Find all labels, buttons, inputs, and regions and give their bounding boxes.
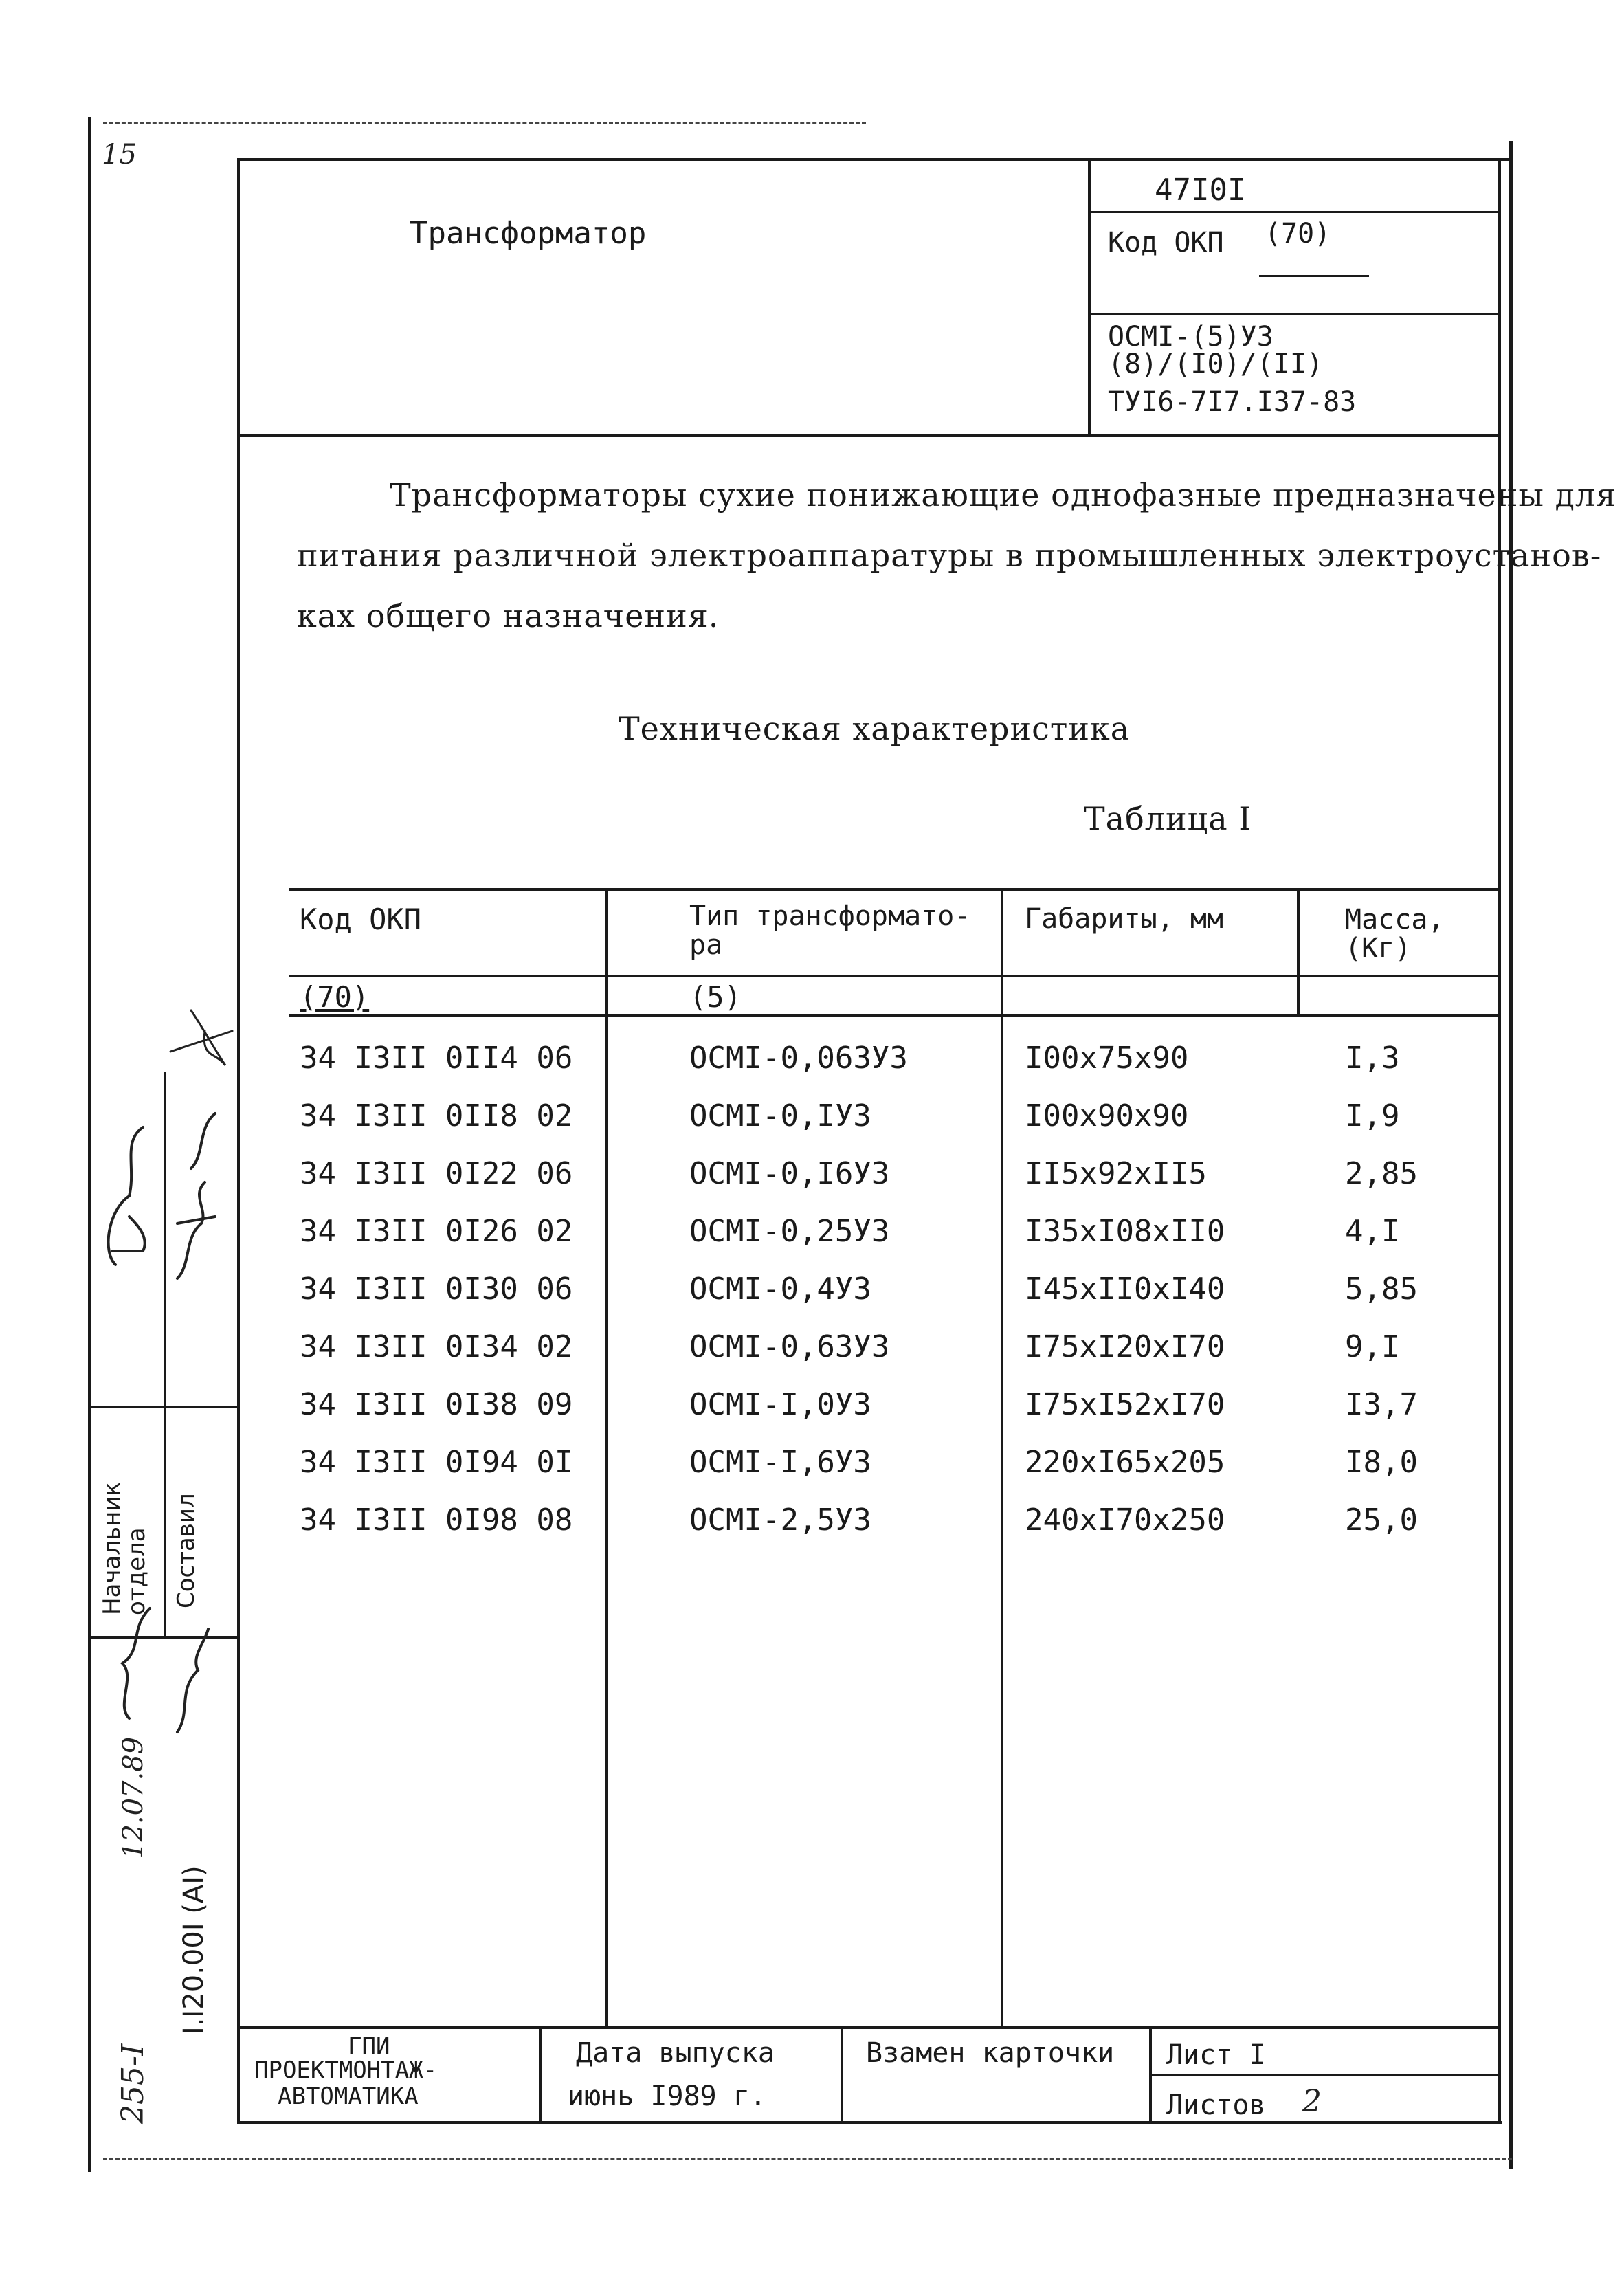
- table-cell-mass: I,3: [1345, 1041, 1400, 1076]
- bottom-dashed-line: [103, 2158, 1512, 2160]
- table-cell-type: ОСМI-0,I6У3: [689, 1156, 890, 1191]
- product-name: Трансформатор: [410, 216, 647, 251]
- okp-cell-border: [1088, 313, 1501, 315]
- footer-sheets-label: Листов: [1166, 2089, 1266, 2121]
- card-top-border: [237, 158, 1509, 161]
- okp-underline: [1259, 275, 1369, 277]
- table-cell-type: ОСМI-0,063У3: [689, 1041, 908, 1076]
- corner-mark: 15: [102, 139, 137, 170]
- signature-head: [109, 1127, 145, 1265]
- header-bottom-border: [237, 434, 1501, 437]
- stamp-doc-number: 255-I: [115, 2043, 151, 2124]
- footer-release-label: Дата выпуска: [576, 2037, 775, 2069]
- footer-release-date: июнь I989 г.: [568, 2081, 766, 2112]
- header-mass: Масса, (Кг): [1345, 904, 1445, 964]
- footer-org-line-2: ПРОЕКТМОНТАЖ-: [254, 2056, 438, 2084]
- table-cell-code: 34 I3II 0II4 06: [300, 1041, 573, 1076]
- description-line-3: ках общего назначения.: [297, 597, 720, 634]
- code-number: 47I0I: [1155, 173, 1246, 208]
- table-cell-mass: I,9: [1345, 1098, 1400, 1133]
- description-line-2: питания различной электроаппаратуры в промышленных электроустанов-: [297, 537, 1602, 574]
- table-cell-dimensions: I45xII0xI40: [1025, 1272, 1225, 1307]
- okp-value: (70): [1265, 218, 1331, 250]
- table-cell-mass: 25,0: [1345, 1503, 1418, 1538]
- top-dashed-line: [103, 122, 866, 124]
- col-divider-3: [1297, 888, 1300, 1017]
- table-cell-code: 34 I3II 0II8 02: [300, 1098, 573, 1133]
- table-cell-dimensions: I75xI20xI70: [1025, 1329, 1225, 1364]
- okp-label: Код ОКП: [1108, 227, 1224, 258]
- subheader-transformer-type: (5): [689, 980, 742, 1014]
- table-cell-dimensions: I00x75x90: [1025, 1041, 1189, 1076]
- table-cell-mass: 4,I: [1345, 1214, 1400, 1249]
- header-okp-code: Код ОКП: [300, 902, 422, 936]
- table-cell-type: ОСМI-2,5У3: [689, 1503, 871, 1538]
- signature-marks: [88, 990, 246, 2089]
- table-cell-dimensions: 220xI65x205: [1025, 1445, 1225, 1480]
- table-cell-mass: 5,85: [1345, 1272, 1418, 1307]
- footer-sheet-divider: [1149, 2074, 1501, 2076]
- header-dimensions: Габариты, мм: [1025, 903, 1223, 935]
- right-margin-line: [1509, 141, 1513, 2169]
- footer-divider-2: [841, 2026, 843, 2122]
- table-top-border: [289, 888, 1500, 891]
- table-cell-type: ОСМI-0,4У3: [689, 1272, 871, 1307]
- table-cell-code: 34 I3II 0I30 06: [300, 1272, 573, 1307]
- footer-top-border: [237, 2026, 1501, 2029]
- footer-sheets-value: 2: [1302, 2084, 1322, 2119]
- table-label: Таблица I: [1084, 800, 1252, 837]
- table-cell-mass: 9,I: [1345, 1329, 1400, 1364]
- header-transformer-type: Тип трансформато- ра: [689, 900, 971, 961]
- table-cell-mass: I3,7: [1345, 1387, 1418, 1422]
- table-cell-dimensions: I35xI08xII0: [1025, 1214, 1225, 1249]
- table-cell-mass: I8,0: [1345, 1445, 1418, 1480]
- description-line-1: Трансформаторы сухие понижающие однофазные предназначены для: [390, 476, 1617, 513]
- table-cell-type: ОСМI-0,25У3: [689, 1214, 890, 1249]
- table-cell-mass: 2,85: [1345, 1156, 1418, 1191]
- type-designation-line-1: ОСМI-(5)У3: [1108, 321, 1273, 353]
- signature-corner: [170, 1010, 232, 1065]
- table-cell-code: 34 I3II 0I94 0I: [300, 1445, 573, 1480]
- signature-author: [177, 1113, 215, 1278]
- table-cell-type: ОСМI-0,IУ3: [689, 1098, 871, 1133]
- table-cell-type: ОСМI-I,0У3: [689, 1387, 871, 1422]
- table-cell-code: 34 I3II 0I98 08: [300, 1503, 573, 1538]
- stamp-date-note: 12.07.89: [118, 1736, 149, 1859]
- signature-date: [122, 1608, 208, 1732]
- table-cell-dimensions: I00x90x90: [1025, 1098, 1189, 1133]
- table-cell-code: 34 I3II 0I22 06: [300, 1156, 573, 1191]
- stamp-doc-code: I.I20.00I (АI): [178, 1865, 210, 2034]
- table-cell-code: 34 I3II 0I34 02: [300, 1329, 573, 1364]
- col-divider-2: [1001, 888, 1003, 2029]
- stamp-head-label: Начальник отдела: [98, 1482, 151, 1615]
- table-cell-code: 34 I3II 0I26 02: [300, 1214, 573, 1249]
- header-divider-vertical: [1088, 158, 1091, 436]
- table-cell-type: ОСМI-I,6У3: [689, 1445, 871, 1480]
- type-designation-line-3: ТУI6-7I7.I37-83: [1108, 386, 1357, 418]
- subheader-okp-code: (70): [300, 980, 370, 1014]
- stamp-author-label: Составил: [173, 1493, 200, 1608]
- footer-replace-label: Взамен карточки: [866, 2037, 1115, 2069]
- table-header-border: [289, 975, 1500, 977]
- footer-org-line-1: ГПИ: [348, 2032, 390, 2060]
- code-cell-border: [1088, 211, 1501, 213]
- footer-divider-1: [539, 2026, 542, 2122]
- table-cell-type: ОСМI-0,63У3: [689, 1329, 890, 1364]
- type-designation-line-2: (8)/(I0)/(II): [1108, 348, 1324, 380]
- card-right-border: [1498, 158, 1501, 2124]
- footer-org-line-3: АВТОМАТИКА: [278, 2083, 419, 2110]
- section-title: Техническая характеристика: [619, 710, 1131, 747]
- table-subheader-border: [289, 1014, 1500, 1017]
- table-cell-code: 34 I3II 0I38 09: [300, 1387, 573, 1422]
- table-cell-dimensions: 240xI70x250: [1025, 1503, 1225, 1538]
- col-divider-1: [605, 888, 608, 2029]
- footer-sheet-label: Лист I: [1166, 2039, 1266, 2071]
- card-bottom-border: [237, 2121, 1502, 2124]
- table-cell-dimensions: II5x92xII5: [1025, 1156, 1207, 1191]
- table-cell-dimensions: I75xI52xI70: [1025, 1387, 1225, 1422]
